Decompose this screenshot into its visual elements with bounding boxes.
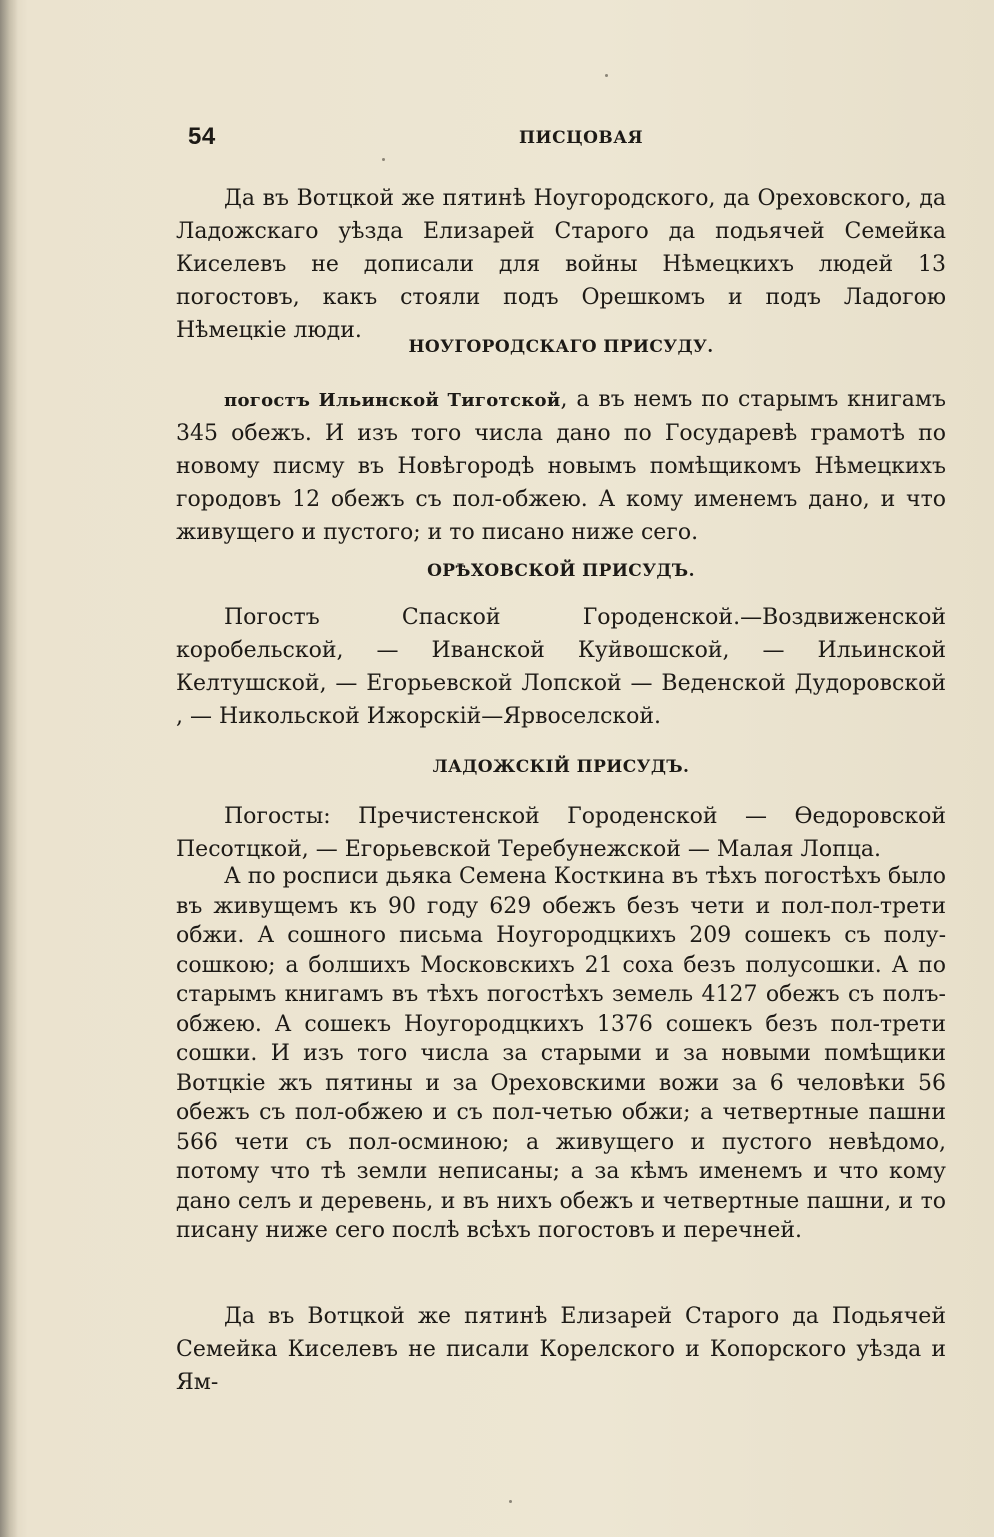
paper-speck [382,158,385,161]
page-number: 54 [188,123,216,150]
running-title: ПИСЦОВАЯ [519,128,644,148]
paper-speck [605,74,608,77]
paragraph-body: , а въ немъ по старымъ книгамъ 345 обежъ. И изъ того числа дано по Государевѣ грамотѣ по новому писму въ Новѣгородѣ новымъ помѣщикомъ Нѣмецкихъ городовъ 12 обежъ съ пол-обжею. А кому именемъ дано, и что живущего и пустого; и то писано ниже сего. [176,387,946,545]
paragraph-votskaya-pyatina: Да въ Вотцкой же пятинѣ Ноугородского, да Ореховского, да Ладожскаго уѣзда Елизарей Старого да подьячей Семейка Киселевъ не дописали для войны Нѣмецкихъ людей 13 погостовъ, какъ стояли подъ Орешкомъ и подъ Ладогою Нѣмецкіе люди. [176,186,946,343]
heading-orekhovsky-prisud: ОРѢХОВСКОЙ ПРИСУДЪ. [427,561,695,581]
paper-speck [509,1500,512,1503]
paragraph-lead-phrase: погостъ Ильинской Тиготской [224,390,561,411]
paragraph-korelsky-kopor: Да въ Вотцкой же пятинѣ Елизарей Старого да Подьячей Семейка Киселевъ не писали Корелского и Копорского уѣзда и Ям- [176,1304,946,1395]
heading-ladozhsky-prisud: ЛАДОЖСКІЙ ПРИСУДЪ. [432,757,690,777]
paragraph-ladozhsky-pogosts: Погосты: Пречистенской Городенской — Ѳедоровской Песотцкой, — Егорьевской Теребунежской — Малая Лопца. [176,804,946,862]
paragraph-kostkin-rospis: А по росписи дьяка Семена Косткина въ тѣхъ погостѣхъ было въ живущемъ къ 90 году 629 обежъ безъ чети и пол-пол-трети обжи. А сошного письма Ноугородцкихъ 209 сошекъ съ полу-сошкою; а болшихъ Московскихъ 21 соха безъ полусошки. А по старымъ книгамъ въ тѣхъ погостѣхъ земель 4127 обежъ съ полъ-обжею. А сошекъ Ноугородцкихъ 1376 сошекъ безъ пол-трети сошки. И изъ того числа за старыми и за новыми помѣщики Вотцкіе жъ пятины и за Ореховскими вожи за 6 человѣки 56 обежъ съ пол-обжею и съ пол-четью обжи; а четвертные пашни 566 чети съ пол-осминою; а живущего и пустого невѣдомо, потому что тѣ земли неписаны; а за кѣмъ именемъ и что кому дано селъ и деревень, и въ нихъ обежъ и четвертные пашни, и то писану ниже сего послѣ всѣхъ погостовъ и перечней. [176,864,946,1243]
book-binding-edge [0,0,18,1537]
paragraph-ilyinskoy-pogost [176,383,946,549]
page-header [188,123,940,163]
paragraph-orekhovsky-pogosts: Погостъ Спаской Городенской.—Воздвиженской коробельской, — Иванской Куйвошской, — Ильинской Келтушской, — Егорьевской Лопской — Веденской Дудоровской , — Никольской Ижорскій—Ярвоселской. [176,605,946,729]
heading-novgorod-prisud: НОУГОРОДСКАГО ПРИСУДУ. [408,337,714,357]
